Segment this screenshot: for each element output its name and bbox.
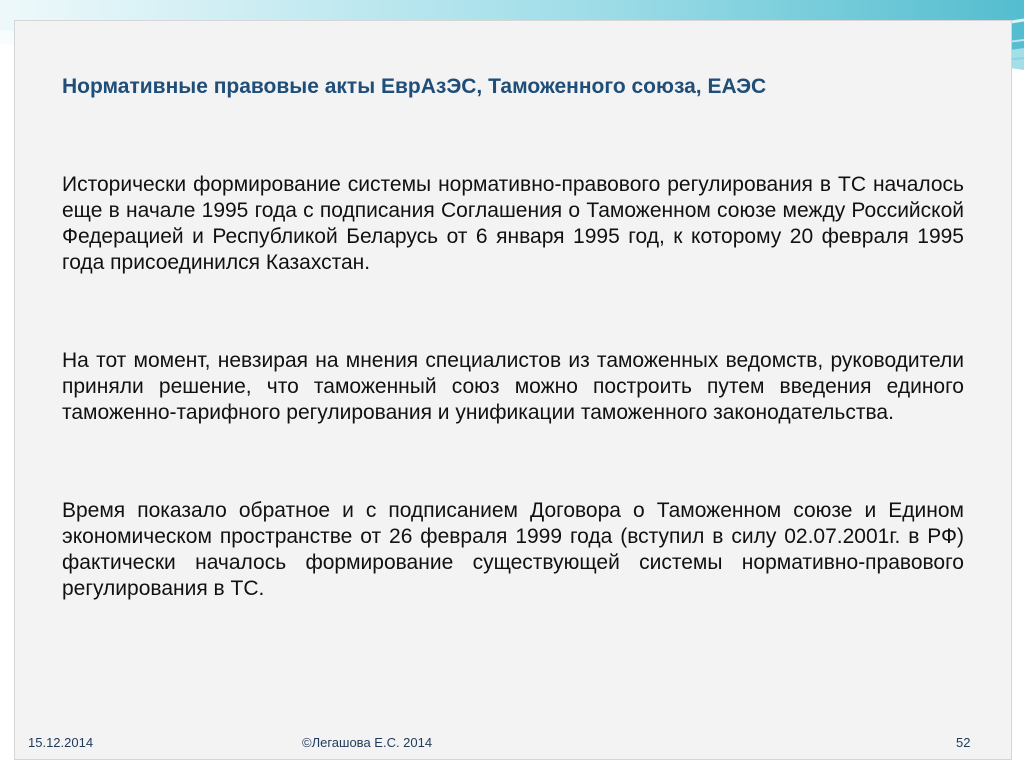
paragraph-decision: На тот момент, невзирая на мнения специалистов из таможенных ведомств, руководители приняли решение, что таможенный союз можно построить путем введения единого таможенно-тарифного регулирования и унификации таможенного законодательства. xyxy=(62,349,964,424)
paragraph-history: Исторически формирование системы нормативно-правового регулирования в ТС началось еще в начале 1995 года с подписания Соглашения о Таможенном союзе между Российской Федерацией и Республикой Беларусь от 6 января 1995 год, к которому 20 февраля 1995 года присоединился Казахстан. xyxy=(62,173,964,274)
footer-page-number: 52 xyxy=(956,735,971,750)
paragraph-treaty: Время показало обратное и с подписанием Договора о Таможенном союзе и Едином экономическом пространстве от 26 февраля 1999 года (вступил в силу 02.07.2001г. в РФ) фактически началось формирование существующей системы нормативно-правового регулирования в ТС. xyxy=(62,499,964,600)
footer-author: ©Легашова Е.С. 2014 xyxy=(302,735,433,750)
footer-date: 15.12.2014 xyxy=(28,735,94,750)
slide-title: Нормативные правовые акты ЕврАзЭС, Таможенного союза, ЕАЭС xyxy=(62,75,767,98)
